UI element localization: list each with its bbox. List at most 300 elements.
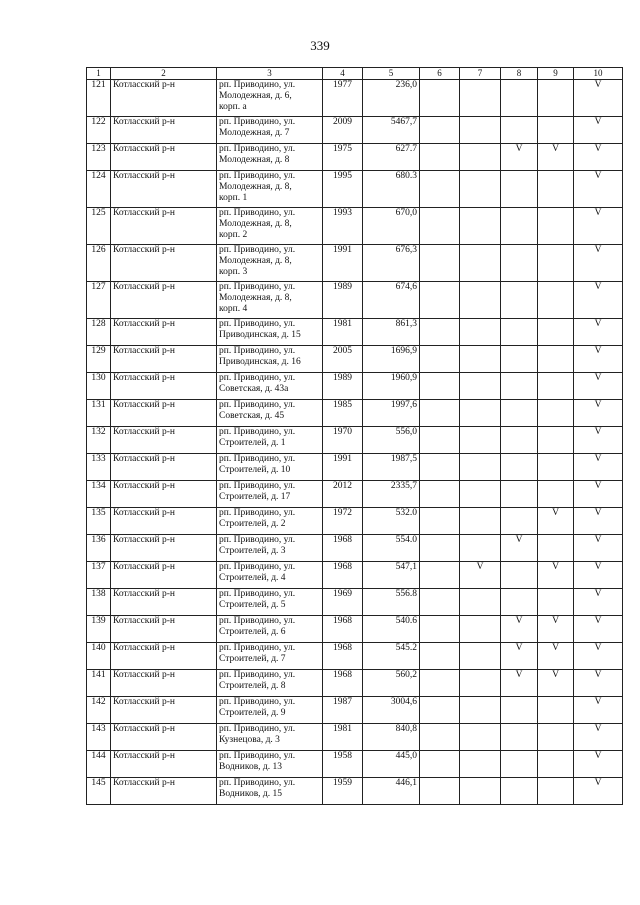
address-line: Строителей, д. 1 bbox=[219, 438, 286, 448]
mark-cell: V bbox=[538, 670, 574, 697]
district-cell: Котласский р-н bbox=[111, 208, 217, 245]
mark-cell bbox=[501, 562, 538, 589]
mark-cell bbox=[538, 589, 574, 616]
district-cell: Котласский р-н bbox=[111, 643, 217, 670]
district-cell: Котласский р-н bbox=[111, 724, 217, 751]
mark-cell bbox=[460, 373, 501, 400]
value-cell: 1997,6 bbox=[363, 400, 420, 427]
mark-cell: V bbox=[574, 80, 623, 117]
address-line: рп. Приводино, ул. bbox=[219, 508, 296, 518]
table-row bbox=[87, 373, 623, 400]
address-line: рп. Приводино, ул. bbox=[219, 117, 296, 127]
address-cell bbox=[217, 427, 323, 454]
row-number-cell: 132 bbox=[87, 427, 111, 454]
address-cell bbox=[217, 208, 323, 245]
address-line: рп. Приводино, ул. bbox=[219, 144, 296, 154]
year-cell: 1968 bbox=[323, 535, 363, 562]
year-cell: 1995 bbox=[323, 171, 363, 208]
value-cell: 5467,7 bbox=[363, 117, 420, 144]
address-line: Строителей, д. 7 bbox=[219, 654, 286, 664]
value-cell: 674,6 bbox=[363, 282, 420, 319]
address-line: Строителей, д. 3 bbox=[219, 546, 286, 556]
address-line: Водников, д. 13 bbox=[219, 762, 283, 772]
address-line: корп. а bbox=[219, 102, 247, 112]
district-cell: Котласский р-н bbox=[111, 670, 217, 697]
mark-cell bbox=[460, 400, 501, 427]
mark-cell bbox=[501, 208, 538, 245]
mark-cell bbox=[538, 117, 574, 144]
district-cell: Котласский р-н bbox=[111, 697, 217, 724]
mark-cell bbox=[460, 208, 501, 245]
address-cell bbox=[217, 319, 323, 346]
mark-cell bbox=[501, 373, 538, 400]
table-row bbox=[87, 346, 623, 373]
district-cell: Котласский р-н bbox=[111, 589, 217, 616]
mark-cell bbox=[538, 346, 574, 373]
year-cell: 1989 bbox=[323, 373, 363, 400]
table-row bbox=[87, 171, 623, 208]
table-row bbox=[87, 589, 623, 616]
address-line: рп. Приводино, ул. bbox=[219, 319, 296, 329]
mark-cell bbox=[501, 245, 538, 282]
table-row bbox=[87, 454, 623, 481]
mark-cell: V bbox=[574, 616, 623, 643]
address-cell bbox=[217, 589, 323, 616]
mark-cell bbox=[420, 319, 460, 346]
row-number-cell: 145 bbox=[87, 778, 111, 805]
table-row bbox=[87, 80, 623, 117]
mark-cell: V bbox=[574, 144, 623, 171]
mark-cell bbox=[538, 697, 574, 724]
mark-cell bbox=[501, 724, 538, 751]
row-number-cell: 142 bbox=[87, 697, 111, 724]
year-cell: 1968 bbox=[323, 562, 363, 589]
table-row bbox=[87, 643, 623, 670]
mark-cell bbox=[501, 400, 538, 427]
address-cell bbox=[217, 282, 323, 319]
district-cell: Котласский р-н bbox=[111, 346, 217, 373]
row-number-cell: 134 bbox=[87, 481, 111, 508]
table-row bbox=[87, 282, 623, 319]
mark-cell bbox=[420, 751, 460, 778]
address-line: рп. Приводино, ул. bbox=[219, 562, 296, 572]
address-cell bbox=[217, 616, 323, 643]
table-row bbox=[87, 778, 623, 805]
column-number-row bbox=[87, 68, 623, 80]
mark-cell: V bbox=[574, 778, 623, 805]
row-number-cell: 141 bbox=[87, 670, 111, 697]
mark-cell bbox=[460, 778, 501, 805]
mark-cell bbox=[538, 373, 574, 400]
address-cell bbox=[217, 117, 323, 144]
mark-cell: V bbox=[574, 589, 623, 616]
row-number-cell: 127 bbox=[87, 282, 111, 319]
year-cell: 1993 bbox=[323, 208, 363, 245]
mark-cell bbox=[538, 778, 574, 805]
mark-cell bbox=[538, 171, 574, 208]
column-header: 10 bbox=[574, 68, 623, 80]
mark-cell bbox=[460, 427, 501, 454]
address-line: корп. 1 bbox=[219, 193, 248, 203]
mark-cell: V bbox=[574, 282, 623, 319]
table-row bbox=[87, 208, 623, 245]
address-line: Строителей, д. 2 bbox=[219, 519, 286, 529]
mark-cell: V bbox=[574, 245, 623, 282]
district-cell: Котласский р-н bbox=[111, 171, 217, 208]
table-row bbox=[87, 697, 623, 724]
table-row bbox=[87, 535, 623, 562]
table-row bbox=[87, 400, 623, 427]
mark-cell bbox=[501, 697, 538, 724]
mark-cell bbox=[460, 117, 501, 144]
mark-cell bbox=[420, 346, 460, 373]
row-number-cell: 131 bbox=[87, 400, 111, 427]
mark-cell: V bbox=[574, 535, 623, 562]
mark-cell bbox=[460, 589, 501, 616]
mark-cell: V bbox=[538, 562, 574, 589]
mark-cell bbox=[420, 535, 460, 562]
address-cell bbox=[217, 535, 323, 562]
table-row bbox=[87, 481, 623, 508]
mark-cell: V bbox=[574, 373, 623, 400]
mark-cell: V bbox=[574, 427, 623, 454]
value-cell: 680.3 bbox=[363, 171, 420, 208]
mark-cell: V bbox=[538, 144, 574, 171]
year-cell: 1970 bbox=[323, 427, 363, 454]
address-cell bbox=[217, 643, 323, 670]
table-row bbox=[87, 751, 623, 778]
mark-cell bbox=[538, 319, 574, 346]
address-line: Приводинская, д. 16 bbox=[219, 357, 301, 367]
mark-cell bbox=[420, 171, 460, 208]
address-line: Строителей, д. 5 bbox=[219, 600, 286, 610]
mark-cell bbox=[460, 481, 501, 508]
address-line: Водников, д. 15 bbox=[219, 789, 283, 799]
year-cell: 1972 bbox=[323, 508, 363, 535]
address-line: рп. Приводино, ул. bbox=[219, 208, 296, 218]
address-line: Молодежная, д. 8, bbox=[219, 256, 292, 266]
mark-cell bbox=[420, 80, 460, 117]
table-row bbox=[87, 144, 623, 171]
value-cell: 236,0 bbox=[363, 80, 420, 117]
mark-cell bbox=[420, 481, 460, 508]
value-cell: 627.7 bbox=[363, 144, 420, 171]
mark-cell: V bbox=[574, 117, 623, 144]
mark-cell bbox=[460, 751, 501, 778]
mark-cell bbox=[420, 400, 460, 427]
mark-cell bbox=[420, 427, 460, 454]
year-cell: 1968 bbox=[323, 643, 363, 670]
housing-register-table bbox=[86, 67, 623, 805]
value-cell: 560,2 bbox=[363, 670, 420, 697]
row-number-cell: 128 bbox=[87, 319, 111, 346]
mark-cell: V bbox=[538, 643, 574, 670]
table-row bbox=[87, 319, 623, 346]
address-cell bbox=[217, 481, 323, 508]
mark-cell bbox=[420, 508, 460, 535]
address-line: рп. Приводино, ул. bbox=[219, 670, 296, 680]
mark-cell bbox=[460, 144, 501, 171]
mark-cell bbox=[501, 751, 538, 778]
mark-cell bbox=[538, 245, 574, 282]
address-line: рп. Приводино, ул. bbox=[219, 616, 296, 626]
mark-cell: V bbox=[538, 616, 574, 643]
mark-cell: V bbox=[501, 535, 538, 562]
address-line: Молодежная, д. 7 bbox=[219, 128, 290, 138]
district-cell: Котласский р-н bbox=[111, 481, 217, 508]
year-cell: 1987 bbox=[323, 697, 363, 724]
mark-cell bbox=[460, 508, 501, 535]
value-cell: 540.6 bbox=[363, 616, 420, 643]
value-cell: 556,0 bbox=[363, 427, 420, 454]
mark-cell: V bbox=[460, 562, 501, 589]
address-cell bbox=[217, 346, 323, 373]
mark-cell: V bbox=[574, 751, 623, 778]
mark-cell bbox=[460, 643, 501, 670]
mark-cell: V bbox=[574, 643, 623, 670]
mark-cell bbox=[460, 80, 501, 117]
address-cell bbox=[217, 454, 323, 481]
address-line: рп. Приводино, ул. bbox=[219, 697, 296, 707]
mark-cell bbox=[420, 778, 460, 805]
mark-cell bbox=[538, 751, 574, 778]
row-number-cell: 138 bbox=[87, 589, 111, 616]
address-cell bbox=[217, 245, 323, 282]
value-cell: 1987,5 bbox=[363, 454, 420, 481]
mark-cell bbox=[538, 208, 574, 245]
column-header: 1 bbox=[87, 68, 111, 80]
mark-cell bbox=[538, 427, 574, 454]
mark-cell: V bbox=[574, 171, 623, 208]
district-cell: Котласский р-н bbox=[111, 778, 217, 805]
page-number: 339 bbox=[310, 38, 330, 53]
year-cell: 1968 bbox=[323, 616, 363, 643]
address-line: рп. Приводино, ул. bbox=[219, 245, 296, 255]
table-row bbox=[87, 245, 623, 282]
address-line: Приводинская, д. 15 bbox=[219, 330, 301, 340]
mark-cell: V bbox=[501, 616, 538, 643]
row-number-cell: 139 bbox=[87, 616, 111, 643]
mark-cell: V bbox=[574, 670, 623, 697]
mark-cell bbox=[538, 282, 574, 319]
mark-cell: V bbox=[538, 508, 574, 535]
mark-cell bbox=[420, 454, 460, 481]
year-cell: 1991 bbox=[323, 454, 363, 481]
value-cell: 445,0 bbox=[363, 751, 420, 778]
row-number-cell: 123 bbox=[87, 144, 111, 171]
address-line: рп. Приводино, ул. bbox=[219, 282, 296, 292]
address-cell bbox=[217, 778, 323, 805]
mark-cell: V bbox=[574, 319, 623, 346]
mark-cell: V bbox=[574, 400, 623, 427]
row-number-cell: 125 bbox=[87, 208, 111, 245]
mark-cell bbox=[420, 282, 460, 319]
address-cell bbox=[217, 508, 323, 535]
address-cell bbox=[217, 562, 323, 589]
address-cell bbox=[217, 80, 323, 117]
district-cell: Котласский р-н bbox=[111, 117, 217, 144]
address-line: Молодежная, д. 8, bbox=[219, 293, 292, 303]
address-line: рп. Приводино, ул. bbox=[219, 778, 296, 788]
row-number-cell: 144 bbox=[87, 751, 111, 778]
mark-cell bbox=[460, 454, 501, 481]
row-number-cell: 124 bbox=[87, 171, 111, 208]
row-number-cell: 140 bbox=[87, 643, 111, 670]
mark-cell bbox=[460, 282, 501, 319]
address-line: Молодежная, д. 8, bbox=[219, 219, 292, 229]
address-line: рп. Приводино, ул. bbox=[219, 346, 296, 356]
mark-cell: V bbox=[574, 724, 623, 751]
table-row bbox=[87, 427, 623, 454]
mark-cell bbox=[420, 117, 460, 144]
district-cell: Котласский р-н bbox=[111, 319, 217, 346]
year-cell: 1981 bbox=[323, 319, 363, 346]
year-cell: 2012 bbox=[323, 481, 363, 508]
column-header: 5 bbox=[363, 68, 420, 80]
mark-cell bbox=[501, 346, 538, 373]
column-header: 8 bbox=[501, 68, 538, 80]
district-cell: Котласский р-н bbox=[111, 373, 217, 400]
address-cell bbox=[217, 670, 323, 697]
district-cell: Котласский р-н bbox=[111, 144, 217, 171]
address-line: Строителей, д. 6 bbox=[219, 627, 286, 637]
mark-cell: V bbox=[574, 346, 623, 373]
year-cell: 1991 bbox=[323, 245, 363, 282]
column-header: 3 bbox=[217, 68, 323, 80]
mark-cell bbox=[501, 80, 538, 117]
row-number-cell: 126 bbox=[87, 245, 111, 282]
district-cell: Котласский р-н bbox=[111, 508, 217, 535]
address-line: Строителей, д. 10 bbox=[219, 465, 291, 475]
mark-cell bbox=[460, 171, 501, 208]
mark-cell bbox=[460, 670, 501, 697]
table-row bbox=[87, 670, 623, 697]
mark-cell bbox=[501, 778, 538, 805]
row-number-cell: 129 bbox=[87, 346, 111, 373]
district-cell: Котласский р-н bbox=[111, 282, 217, 319]
address-line: рп. Приводино, ул. bbox=[219, 481, 296, 491]
mark-cell bbox=[501, 319, 538, 346]
address-cell bbox=[217, 373, 323, 400]
address-line: Молодежная, д. 6, bbox=[219, 91, 292, 101]
row-number-cell: 135 bbox=[87, 508, 111, 535]
year-cell: 1968 bbox=[323, 670, 363, 697]
row-number-cell: 130 bbox=[87, 373, 111, 400]
mark-cell bbox=[501, 589, 538, 616]
table-row bbox=[87, 724, 623, 751]
column-header: 4 bbox=[323, 68, 363, 80]
value-cell: 676,3 bbox=[363, 245, 420, 282]
value-cell: 861,3 bbox=[363, 319, 420, 346]
year-cell: 1989 bbox=[323, 282, 363, 319]
district-cell: Котласский р-н bbox=[111, 454, 217, 481]
mark-cell: V bbox=[501, 144, 538, 171]
address-line: рп. Приводино, ул. bbox=[219, 454, 296, 464]
year-cell: 1959 bbox=[323, 778, 363, 805]
value-cell: 2335,7 bbox=[363, 481, 420, 508]
address-line: корп. 3 bbox=[219, 267, 248, 277]
mark-cell bbox=[420, 373, 460, 400]
mark-cell: V bbox=[501, 670, 538, 697]
mark-cell bbox=[501, 481, 538, 508]
year-cell: 1981 bbox=[323, 724, 363, 751]
address-line: Строителей, д. 17 bbox=[219, 492, 291, 502]
mark-cell: V bbox=[574, 562, 623, 589]
address-line: рп. Приводино, ул. bbox=[219, 589, 296, 599]
mark-cell: V bbox=[574, 697, 623, 724]
table-row bbox=[87, 117, 623, 144]
mark-cell bbox=[501, 427, 538, 454]
address-line: рп. Приводино, ул. bbox=[219, 427, 296, 437]
address-cell bbox=[217, 144, 323, 171]
address-line: Советская, д. 43а bbox=[219, 384, 289, 394]
mark-cell bbox=[460, 346, 501, 373]
address-line: Кузнецова, д. 3 bbox=[219, 735, 280, 745]
mark-cell bbox=[538, 481, 574, 508]
value-cell: 446,1 bbox=[363, 778, 420, 805]
mark-cell bbox=[420, 697, 460, 724]
mark-cell bbox=[538, 80, 574, 117]
mark-cell bbox=[501, 282, 538, 319]
address-line: корп. 4 bbox=[219, 304, 248, 314]
address-cell bbox=[217, 171, 323, 208]
address-line: рп. Приводино, ул. bbox=[219, 171, 296, 181]
column-header: 2 bbox=[111, 68, 217, 80]
district-cell: Котласский р-н bbox=[111, 562, 217, 589]
table-row bbox=[87, 616, 623, 643]
table-row bbox=[87, 562, 623, 589]
mark-cell: V bbox=[574, 508, 623, 535]
column-header: 9 bbox=[538, 68, 574, 80]
address-line: Строителей, д. 4 bbox=[219, 573, 286, 583]
mark-cell bbox=[420, 643, 460, 670]
row-number-cell: 136 bbox=[87, 535, 111, 562]
district-cell: Котласский р-н bbox=[111, 616, 217, 643]
year-cell: 2009 bbox=[323, 117, 363, 144]
year-cell: 1969 bbox=[323, 589, 363, 616]
address-line: рп. Приводино, ул. bbox=[219, 373, 296, 383]
mark-cell bbox=[501, 171, 538, 208]
mark-cell bbox=[420, 670, 460, 697]
mark-cell bbox=[501, 508, 538, 535]
mark-cell bbox=[538, 454, 574, 481]
district-cell: Котласский р-н bbox=[111, 80, 217, 117]
district-cell: Котласский р-н bbox=[111, 245, 217, 282]
row-number-cell: 121 bbox=[87, 80, 111, 117]
mark-cell: V bbox=[501, 643, 538, 670]
district-cell: Котласский р-н bbox=[111, 427, 217, 454]
row-number-cell: 137 bbox=[87, 562, 111, 589]
mark-cell bbox=[420, 245, 460, 282]
address-cell bbox=[217, 400, 323, 427]
value-cell: 670,0 bbox=[363, 208, 420, 245]
year-cell: 1958 bbox=[323, 751, 363, 778]
year-cell: 1975 bbox=[323, 144, 363, 171]
value-cell: 3004,6 bbox=[363, 697, 420, 724]
address-cell bbox=[217, 697, 323, 724]
row-number-cell: 122 bbox=[87, 117, 111, 144]
address-line: рп. Приводино, ул. bbox=[219, 80, 296, 90]
value-cell: 547,1 bbox=[363, 562, 420, 589]
district-cell: Котласский р-н bbox=[111, 535, 217, 562]
year-cell: 1985 bbox=[323, 400, 363, 427]
mark-cell bbox=[501, 117, 538, 144]
value-cell: 1960,9 bbox=[363, 373, 420, 400]
mark-cell bbox=[460, 724, 501, 751]
mark-cell bbox=[538, 400, 574, 427]
value-cell: 840,8 bbox=[363, 724, 420, 751]
mark-cell bbox=[420, 562, 460, 589]
